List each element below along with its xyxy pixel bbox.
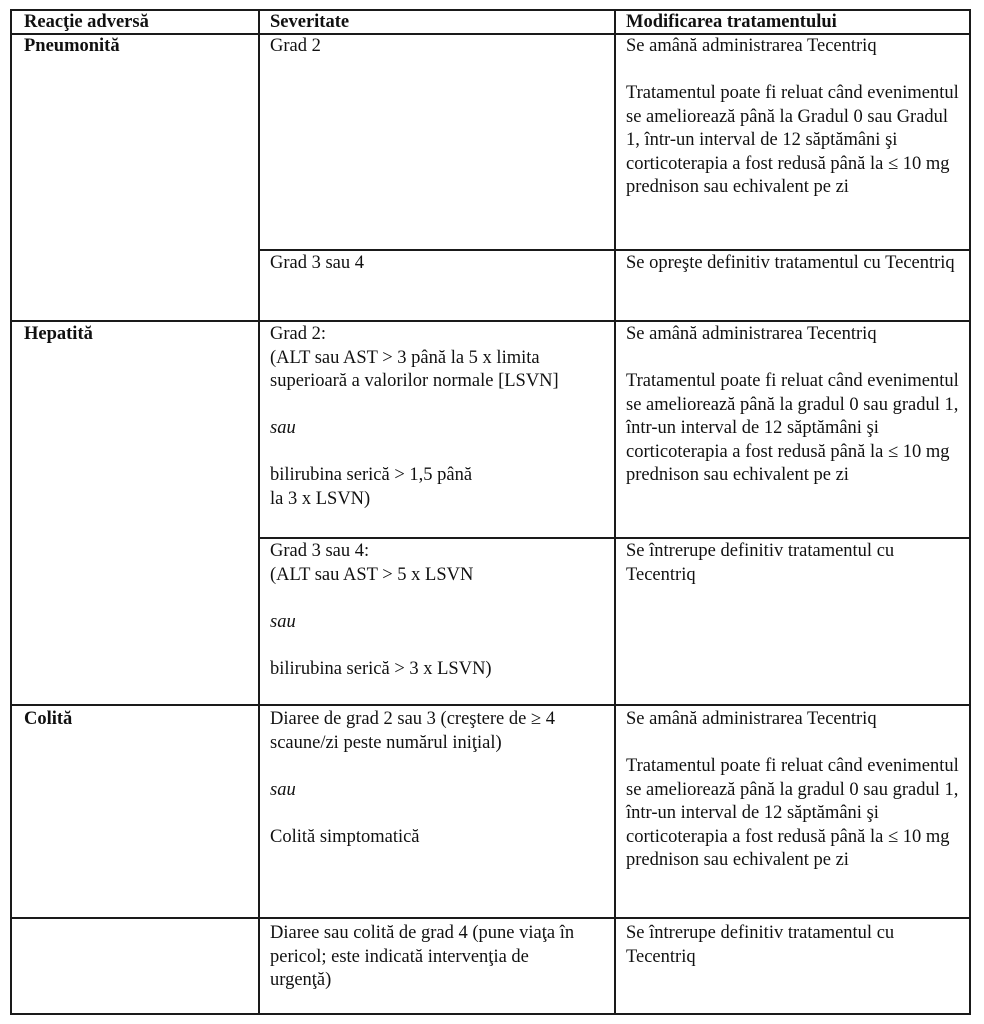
treatment-cell: [626, 252, 966, 276]
column-divider: [614, 11, 616, 1013]
treatment-text: Se întrerupe definitiv tratamentul cu Tecentriq: [626, 923, 895, 967]
header-severity: Severitate: [270, 12, 350, 32]
severity-text: Diaree de grad 2 sau 3 (creştere de ≥ 4 scaune/zi peste numărul iniţial): [270, 709, 555, 753]
severity-text: (ALT sau AST > 5 x LSVN: [270, 564, 474, 585]
severity-cell: [270, 252, 606, 276]
severity-cell: [270, 35, 606, 59]
row-divider: [12, 320, 969, 322]
reaction-pneumonitis: Pneumonită: [24, 36, 120, 56]
treatment-text: Tratamentul poate fi reluat când evenimentul se ameliorează până la gradul 0 sau gradul 1, într-un interval de 12 săptămâni şi corticoterapia a fost redusă până la ≤ 10 mg prednison sau echivalent pe zi: [626, 756, 959, 870]
severity-cell: [270, 708, 570, 849]
severity-text: Grad 3 sau 4: [270, 253, 365, 273]
reaction-colitis: Colită: [24, 709, 73, 729]
severity-text: (ALT sau AST > 3 până la 5 x limita superioară a valorilor normale [LSVN]: [270, 347, 559, 391]
treatment-cell: [626, 708, 968, 873]
severity-text: Grad 2:: [270, 324, 326, 344]
severity-text: la 3 x LSVN): [270, 488, 371, 509]
row-divider: [12, 704, 969, 706]
severity-cell: [270, 922, 590, 993]
row-divider: [258, 249, 969, 251]
adverse-reactions-table: [10, 9, 971, 1015]
severity-cell: [270, 323, 606, 511]
treatment-text: Tratamentul poate fi reluat când evenimentul se ameliorează până la Gradul 0 sau Gradul 1, într-un interval de 12 săptămâni şi corticoterapia a fost redusă până la ≤ 10 mg prednison sau echivalent pe zi: [626, 83, 959, 197]
severity-or: sau: [270, 779, 296, 800]
treatment-cell: [626, 35, 966, 200]
severity-or: sau: [270, 418, 296, 438]
treatment-text: Se opreşte definitiv tratamentul cu Tecentriq: [626, 253, 955, 273]
treatment-cell: [626, 323, 968, 488]
treatment-text: Tratamentul poate fi reluat când evenimentul se ameliorează până la gradul 0 sau gradul 1, într-un interval de 12 săptămâni şi corticoterapia a fost redusă până la ≤ 10 mg prednison sau echivalent pe zi: [626, 371, 959, 485]
severity-text: Diaree sau colită de grad 4 (pune viaţa în pericol; este indicată intervenţia de urgenţă): [270, 923, 575, 990]
header-reaction: Reacţie adversă: [24, 12, 149, 32]
treatment-text: Se amână administrarea Tecentriq: [626, 36, 877, 56]
treatment-text: Se amână administrarea Tecentriq: [626, 324, 877, 344]
treatment-cell: [626, 922, 966, 969]
treatment-cell: [626, 540, 966, 587]
header-treatment: Modificarea tratamentului: [626, 12, 837, 32]
severity-or: sau: [270, 611, 296, 632]
reaction-hepatitis: Hepatită: [24, 324, 93, 344]
row-divider: [12, 917, 969, 919]
severity-text: bilirubina serică > 3 x LSVN): [270, 658, 492, 679]
treatment-text: Se amână administrarea Tecentriq: [626, 709, 877, 729]
severity-text: bilirubina serică > 1,5 până: [270, 465, 473, 485]
severity-text: Grad 3 sau 4:: [270, 541, 370, 561]
severity-text: Grad 2: [270, 36, 321, 56]
severity-text: Colită simptomatică: [270, 826, 420, 847]
treatment-text: Se întrerupe definitiv tratamentul cu Tecentriq: [626, 541, 895, 585]
column-divider: [258, 11, 260, 1013]
row-divider: [258, 537, 969, 539]
severity-cell: [270, 540, 606, 681]
